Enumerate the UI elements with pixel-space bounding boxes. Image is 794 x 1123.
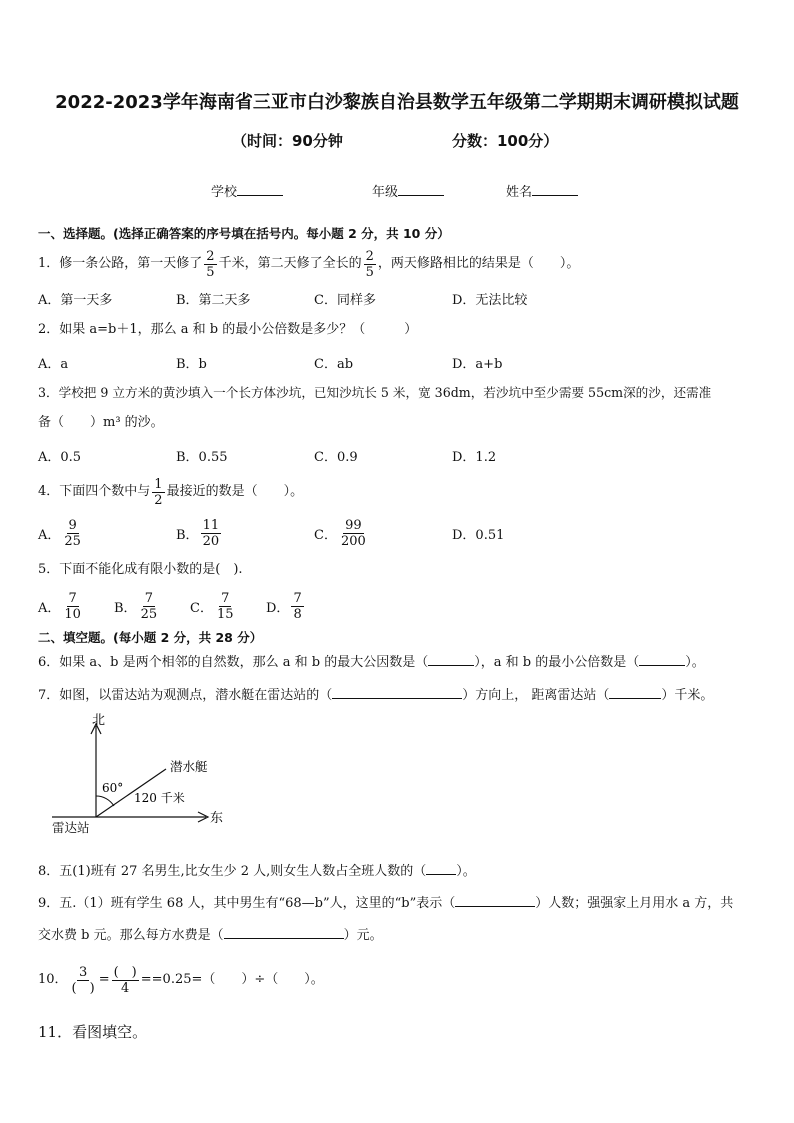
q4-text-a: 4．下面四个数中与 xyxy=(38,484,151,499)
distance-label: 120 千米 xyxy=(134,791,185,805)
north-label: 北 xyxy=(92,713,106,728)
q3-option-b[interactable]: B．0.55 xyxy=(176,449,228,465)
q5-option-b[interactable]: B． $\frac{7}{25}$ xyxy=(114,590,158,622)
q7-blank-distance[interactable] xyxy=(609,685,661,699)
submarine-label: 潜水艇 xyxy=(170,759,208,774)
q5-option-c[interactable]: C． $\frac{7}{15}$ xyxy=(190,590,234,622)
east-label: 东 xyxy=(210,811,224,826)
angle-label: 60° xyxy=(102,781,124,795)
q4-fraction: $\frac{1}{2}$ xyxy=(154,476,163,508)
q3-option-c[interactable]: C．0.9 xyxy=(314,449,358,465)
question-3-line2: 备（ ）m³ 的沙。 xyxy=(38,415,164,430)
direction-diagram xyxy=(44,712,244,842)
exam-time: （时间：90分钟 xyxy=(232,132,343,150)
q2-option-b[interactable]: B．b xyxy=(176,356,207,372)
question-6: 6．如果 a、b 是两个相邻的自然数，那么 a 和 b 的最大公因数是（ ），a 和 b 的最小公倍数是（ ）。 xyxy=(38,652,705,673)
name-label: 姓名 xyxy=(506,185,533,200)
q1-text-c: ，两天修路相比的结果是（ ）。 xyxy=(377,256,580,271)
school-blank[interactable] xyxy=(237,183,283,196)
grade-blank[interactable] xyxy=(398,183,444,196)
school-label: 学校 xyxy=(211,185,238,200)
q1-text-b: 千米，第二天修了全长的 xyxy=(218,256,362,271)
q10-fraction-1: $\frac{3}{( )}$ xyxy=(71,964,95,996)
question-3-line1: 3．学校把 9 立方米的黄沙填入一个长方体沙坑，已知沙坑长 5 米，宽 36dm，若沙坑中至少需要 55cm深的沙，还需准 xyxy=(38,385,712,400)
q3-option-d[interactable]: D．1.2 xyxy=(452,449,497,465)
q4-options xyxy=(38,515,758,551)
q2-option-c[interactable]: C．ab xyxy=(314,356,354,372)
question-9-line2: 交水费 b 元。那么每方水费是（ ）元。 xyxy=(38,925,383,946)
grade-field xyxy=(372,181,444,200)
question-5: 5．下面不能化成有限小数的是( ). xyxy=(38,562,243,577)
question-1 xyxy=(38,246,579,282)
q2-options xyxy=(38,348,758,376)
q10-fraction-2: $\frac{( )}{4}$ xyxy=(113,964,137,996)
question-2: 2．如果 a=b＋1，那么 a 和 b 的最小公倍数是多少？（ ） xyxy=(38,322,418,337)
grade-label: 年级 xyxy=(372,185,399,200)
q5-option-d[interactable]: D． $\frac{7}{8}$ xyxy=(266,590,302,622)
question-8: 8．五(1)班有 27 名男生,比女生少 2 人,则女生人数占全班人数的（ ）。 xyxy=(38,861,476,882)
question-10: 10． $\frac{3}{( )}$ = $\frac{( )}{4}$ ==0.25=（ ）÷（ ）。 xyxy=(38,964,324,996)
exam-meta xyxy=(0,130,794,152)
name-field xyxy=(506,181,578,200)
q3-option-a[interactable]: A．0.5 xyxy=(38,449,82,465)
question-11: 11．看图填空。 xyxy=(38,1023,148,1041)
q2-option-d[interactable]: D．a+b xyxy=(452,356,503,372)
question-7: 7．如图，以雷达站为观测点，潜水艇在雷达站的（ ）方向上， 距离雷达站（ ）千米。 xyxy=(38,685,713,706)
q3-options xyxy=(38,441,758,469)
school-field xyxy=(211,181,283,200)
page-title: 2022-2023学年海南省三亚市白沙黎族自治县数学五年级第二学期期末调研模拟试题 xyxy=(55,92,739,113)
q1-option-a[interactable]: A．第一天多 xyxy=(38,292,113,308)
q1-option-d[interactable]: D．无法比较 xyxy=(452,292,528,308)
q6-blank-1[interactable] xyxy=(428,652,474,666)
q1-option-b[interactable]: B．第二天多 xyxy=(176,292,251,308)
station-label: 雷达站 xyxy=(52,820,90,835)
q5-options xyxy=(38,588,758,624)
q9-blank-1[interactable] xyxy=(455,893,535,907)
question-4 xyxy=(38,474,303,510)
q5-option-a[interactable]: A． $\frac{7}{10}$ xyxy=(38,590,81,622)
q1-options xyxy=(38,284,758,312)
q6-blank-2[interactable] xyxy=(639,652,685,666)
q1-fraction-2: $\frac{2}{5}$ xyxy=(365,248,374,280)
q7-blank-direction[interactable] xyxy=(332,685,462,699)
q8-blank[interactable] xyxy=(426,861,456,875)
exam-score: 分数：100分） xyxy=(452,132,559,150)
q1-fraction-1: $\frac{2}{5}$ xyxy=(206,248,215,280)
q4-option-b[interactable]: B． $\frac{11}{20}$ xyxy=(176,517,220,549)
q2-option-a[interactable]: A．a xyxy=(38,356,69,372)
q4-option-a[interactable]: A． $\frac{9}{25}$ xyxy=(38,517,81,549)
angle-arc xyxy=(96,796,114,806)
q4-text-b: 最接近的数是（ ）。 xyxy=(166,484,304,499)
section1-heading: 一、选择题。(选择正确答案的序号填在括号内。每小题 2 分，共 10 分） xyxy=(38,226,450,241)
q4-option-c[interactable]: C． $\frac{99}{200}$ xyxy=(314,517,366,549)
q1-option-c[interactable]: C．同样多 xyxy=(314,292,376,308)
question-9-line1: 9．五.（1）班有学生 68 人，其中男生有“68—b”人，这里的“b”表示（ ）人数；强强家上月用水 a 方，共 xyxy=(38,893,733,914)
q9-blank-2[interactable] xyxy=(224,925,344,939)
q1-text-a: 1．修一条公路，第一天修了 xyxy=(38,256,203,271)
name-blank[interactable] xyxy=(532,183,578,196)
section2-heading: 二、填空题。(每小题 2 分，共 28 分） xyxy=(38,630,263,645)
q4-option-d[interactable]: D．0.51 xyxy=(452,527,505,543)
